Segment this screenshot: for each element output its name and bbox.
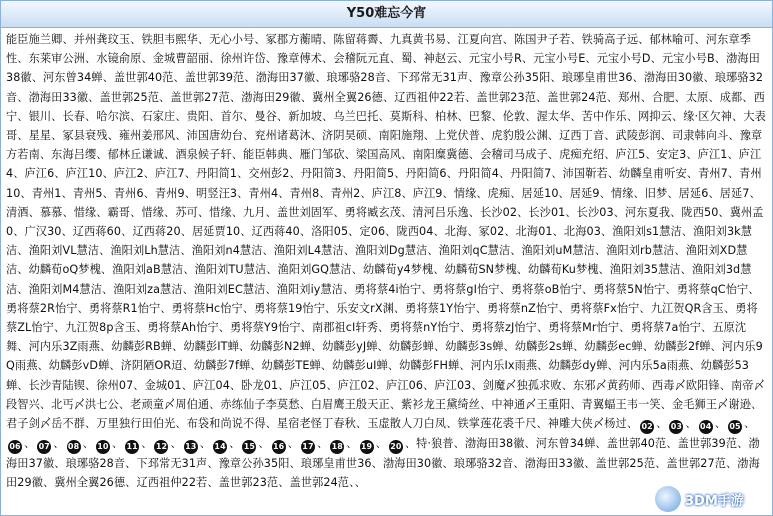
number-badge: 11: [125, 440, 139, 454]
name-list-text: 能臣施兰卿、并州龚玟玉、铁胆韦熙华、无心小号、冢郡方蘅晴、陈留蒋霽、九真黄书易、江夏向宫、陈国尹子若、铁骑高子远、郁林喻可、河东章季性、东莱审公洲、水镜俞原、金城曹韶丽、徐州许岱、豫章傅术、会稽阮元直、蜀、神赵云、元宝小号R、元宝小号E、元宝小号D、元宝小号B、渤海田38徽、河东曾34蝉、盖世郭40范、盖世郭39范、渤海田37徽、琅琊骆28音、下邳常无31声、豫章公孙35阳、琅琊皇甫世36、渤海田30徽、琅琊骆32音、渤海田33徽、盖世郭25范、盖世郭27范、渤海田29徽、冀州全翼26德、辽西祖仲22若、盖世郭23范、盖世郭24范、郑州、合肥、太原、成都、西宁、银川、长春、哈尔滨、石家庄、贵阳、首尔、曼谷、新加坡、乌兰巴托、莫斯科、柏林、巴黎、伦敦、渥太华、苦中作乐、网抑云、缘·区欠神、大表哥、星星、冢县衰残、雍州姜邢风、沛国唐幼台、兖州诸葛沐、济阴昊硕、南阳施翔、上党伏普、虎豹殷公渊、辽西丁音、武陵彭润、司隶韩向斗、豫章方若南、东海吕缨、郁林丘谦诚、酒泉候子轩、能臣韩典、雁门邹砍、梁国高风、南阳糜冀德、会稽司马成子、虎痴充绍、庐江5、安定3、庐江1、庐江4、庐江6、庐江10、庐江2、庐江7、丹阳简1、交州彭2、丹阳简3、丹阳简5、丹阳简6、丹阳简4、丹阳简7、沛国靳若、幼麟皇甫听安、青州7、青州10、青州1、青州5、青州6、青州9、明竖汪3、青州4、青州8、青州2、庐江8、庐江9、情缘、虎痴、居延10、居延9、情缘、旧梦、居延6、居延7、清酒、慕慕、惜缘、霸哥、惜缘、苏可、惜缘、九月、盖世刘固军、勇将臧玄茂、清河吕乐逸、长沙02、长沙01、长沙03、河东夏我、陇西50、冀州孟0、广汉30、辽西蒋60、辽西蒋20、居延贾10、辽西蒋40、洛阳05、定06、陇西04、北海、冢02、北海01、北海03、渔阳刘s1慧洁、渔阳刘3k慧洁、渔阳刘VL慧洁、渔阳刘Lh慧洁、渔阳刘n4慧洁、渔阳刘L4慧洁、渔阳刘Dg慧洁、渔阳刘qC慧洁、渔阳刘uM慧洁、渔阳刘rb慧洁、渔阳刘XD慧洁、幼麟荀oQ梦槐、渔阳刘aB慧洁、渔阳刘TU慧洁、渔阳刘GQ慧洁、幼麟荀y4梦槐、幼麟荀SN梦槐、幼麟荀Ku梦槐、渔阳刘35慧洁、渔阳刘3d慧洁、渔阳刘M4慧洁、渔阳刘za慧洁、渔阳刘EC慧洁、渔阳刘iy慧洁、勇将蔡4i怡宁、勇将蔡gI怡宁、勇将蔡oB怡宁、勇将蔡5N怡宁、勇将蔡qC怡宁、勇将蔡2R怡宁、勇将蔡R1怡宁、勇将蔡Hc怡宁、勇将蔡19怡宁、乐安文rX渊、勇将蔡1Y怡宁、勇将蔡nZ怡宁、勇将蔡Fx怡宁、九江贺QR含玉、勇将蔡ZL怡宁、九江贺8p含玉、勇将蔡Ah怡宁、勇将蔡Y9怡宁、南郡祖cI轩秀、勇将蔡nY怡宁、勇将蔡zJ怡宁、勇将蔡Mr怡宁、勇将蔡7a怡宁、五原沈舞、河内乐3Z雨燕、幼麟彭RB蝉、幼麟彭IT蝉、幼麟彭N2蝉、幼麟彭yJ蝉、幼麟彭蝉、幼麟彭3s蝉、幼麟彭2s蝉、幼麟彭ec蝉、幼麟彭2f蝉、河内乐9Q雨燕、幼麟彭vD蝉、济阴陋OR迢、幼麟彭7f蝉、幼麟彭TE蝉、幼麟彭uI蝉、幼麟彭FH蝉、河内乐Ix雨燕、幼麟彭dy蝉、河内乐5a雨燕、幼麟彭53蝉、长沙青陆锲、徐州07、金城01、庐江04、卧龙01、庐江05、庐江02、庐江06、庐江03、剑魔〆独孤求败、东邪〆黄药师、西毒〆欧阳锋、南帝〆段智兴、北丐〆洪七公、老顽童〆周伯通、赤练仙子李莫愁、白眉鹰王殷天正、紫衫龙王黛绮丝、中神通〆王重阳、青翼蝠王韦一笑、金毛狮王〆谢逊、君子剑〆岳不群、万里独行田伯光、布袋和尚说不得、星宿老怪丁春秋、玉虚散人刀白凤、铁掌莲花裘千尺、神雕大侠〆杨过、: [6, 33, 766, 431]
watermark-logo-icon: [655, 486, 681, 512]
number-badge: 05: [728, 420, 742, 434]
number-badge: 12: [154, 440, 168, 454]
number-badge: 08: [67, 440, 81, 454]
number-badge: 20: [389, 440, 403, 454]
number-badge: 15: [242, 440, 256, 454]
number-badge: 19: [360, 440, 374, 454]
number-badge: 10: [96, 440, 110, 454]
number-badge: 17: [301, 440, 315, 454]
number-badge: 03: [669, 420, 683, 434]
number-badge: 13: [184, 440, 198, 454]
watermark: [655, 484, 765, 514]
number-badge: 06: [8, 440, 22, 454]
number-badge: 18: [330, 440, 344, 454]
number-badge: 16: [272, 440, 286, 454]
number-badge: 07: [37, 440, 51, 454]
numbered-badge-row: 02 、 03 、 04 、 05 、06 、 07 、 08 、 10 、 11 、 12 、 13 、 14 、 15 、 16 、 17 、 18 、 19 、 20: [6, 417, 755, 450]
number-badge: 04: [699, 420, 713, 434]
number-badge: 14: [213, 440, 227, 454]
panel-title: Y50难忘今宵: [1, 1, 772, 28]
number-badge: 02: [640, 420, 654, 434]
name-list-tail-text: 、特·狼普、渤海田38徽、河东曾34蝉、盖世郭40范、盖世郭39范、渤海田37徽、琅琊骆28音、下邳常无31声、豫章公孙35阳、琅琊皇甫世36、渤海田30徽、琅琊骆32音、渤海田33徽、盖世郭25范、盖世郭27范、渤海田29徽、冀州全翼26德、辽西祖仲22若、盖世郭23范、盖世郭24范、、: [6, 437, 760, 490]
watermark-text: 3DM手游: [685, 493, 744, 509]
name-list-content: [1, 28, 772, 492]
